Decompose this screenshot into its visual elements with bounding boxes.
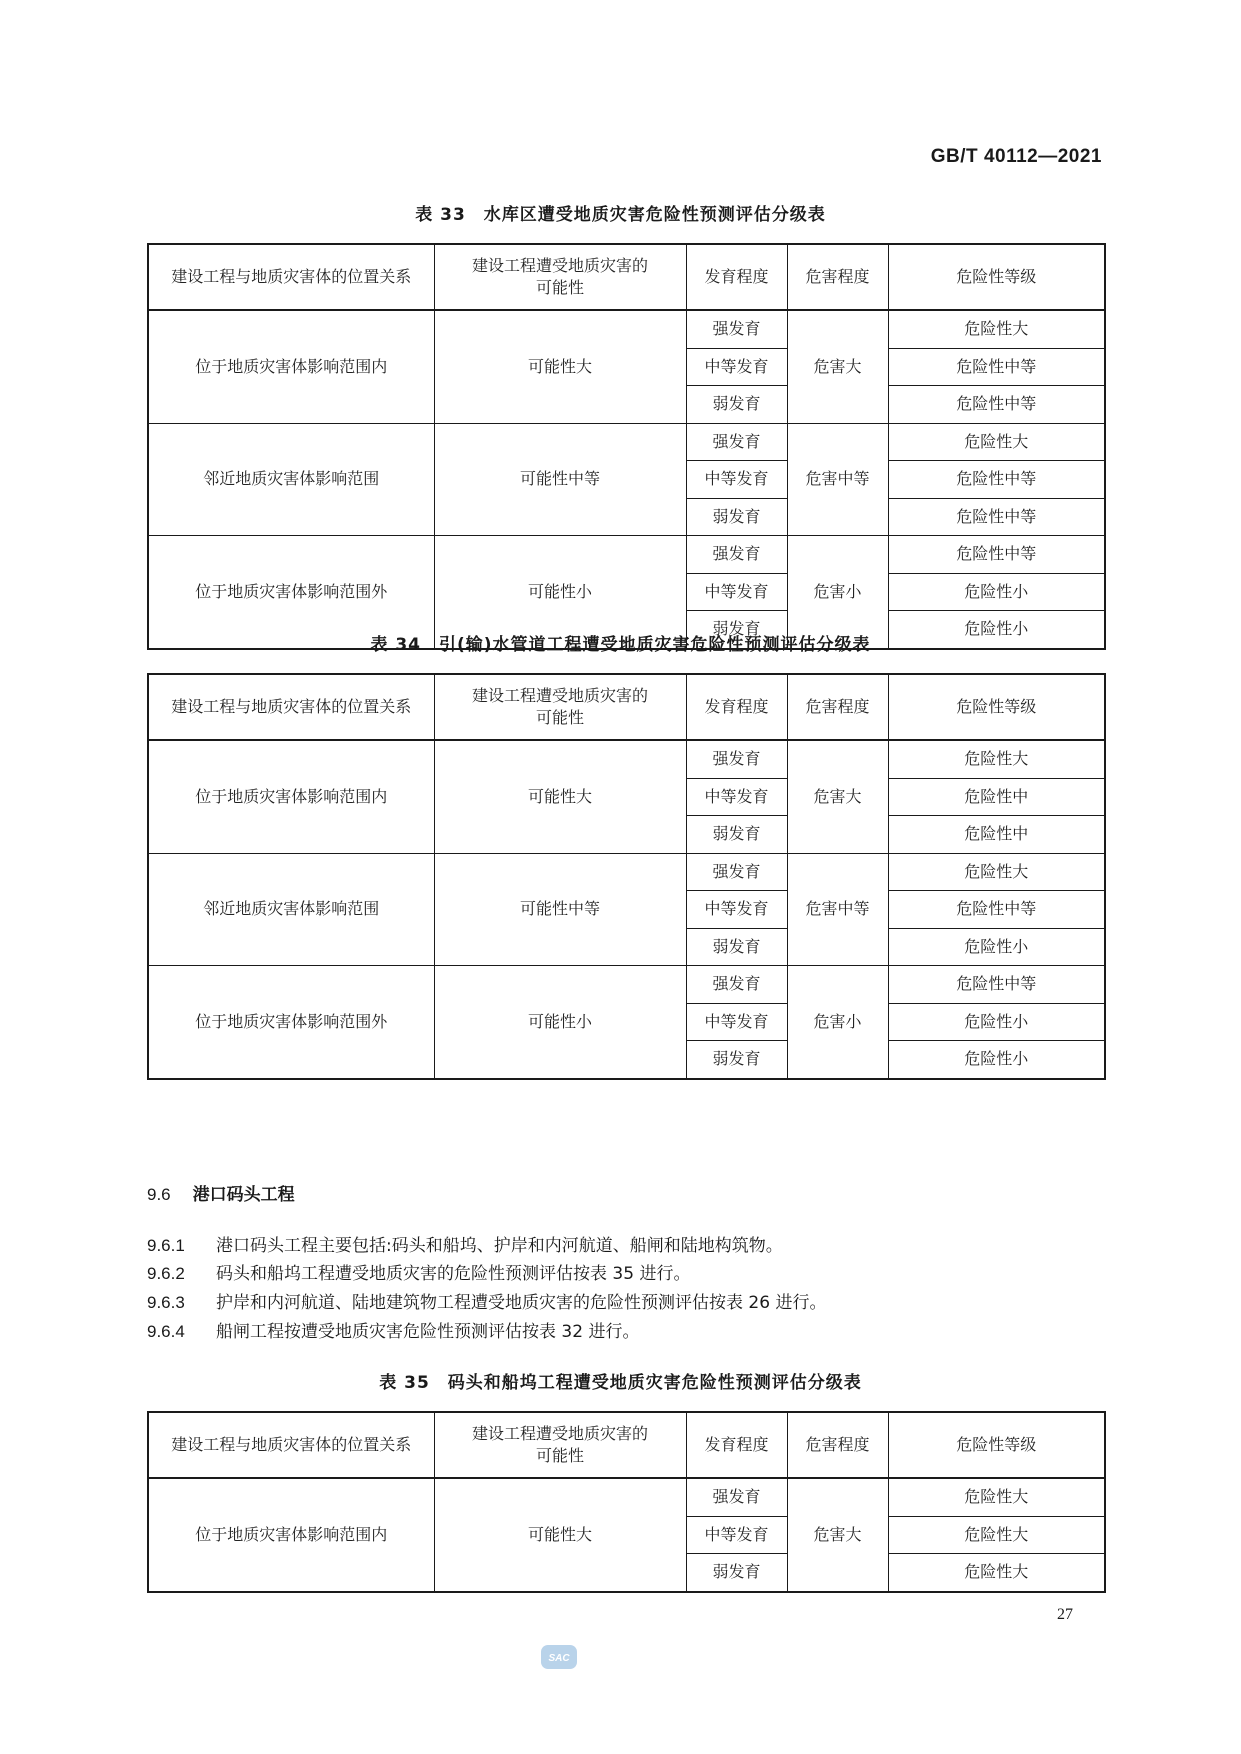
risk-level-cell: 危险性小 [888, 1003, 1105, 1041]
section-title: 港口码头工程 [192, 1185, 295, 1205]
column-header: 建设工程遭受地质灾害的 可能性 [434, 1412, 686, 1478]
harm-cell: 危害大 [787, 310, 888, 423]
harm-cell: 危害大 [787, 740, 888, 853]
development-cell: 中等发育 [686, 461, 787, 499]
paragraph-text: 码头和船坞工程遭受地质灾害的危险性预测评估按表 35 进行。 [216, 1264, 691, 1284]
column-header: 危险性等级 [888, 674, 1105, 740]
paragraph-text: 船闸工程按遭受地质灾害危险性预测评估按表 32 进行。 [216, 1322, 640, 1342]
risk-level-cell: 危险性大 [888, 853, 1105, 891]
risk-level-cell: 危险性中 [888, 778, 1105, 816]
position-cell: 位于地质灾害体影响范围外 [148, 536, 434, 649]
column-header: 建设工程遭受地质灾害的 可能性 [434, 674, 686, 740]
risk-level-cell: 危险性小 [888, 573, 1105, 611]
risk-level-cell: 危险性中 [888, 816, 1105, 854]
risk-level-cell: 危险性小 [888, 1041, 1105, 1079]
table-row [148, 740, 1105, 778]
position-cell: 位于地质灾害体影响范围内 [148, 310, 434, 423]
risk-level-cell: 危险性大 [888, 423, 1105, 461]
development-cell: 中等发育 [686, 1516, 787, 1554]
development-cell: 弱发育 [686, 498, 787, 536]
development-cell: 强发育 [686, 310, 787, 348]
risk-level-cell: 危险性中等 [888, 348, 1105, 386]
possibility-cell: 可能性大 [434, 310, 686, 423]
possibility-cell: 可能性小 [434, 536, 686, 649]
table-34 [147, 673, 1106, 1080]
column-header: 危害程度 [787, 244, 888, 310]
column-header: 发育程度 [686, 1412, 787, 1478]
table-row [148, 853, 1105, 891]
development-cell: 弱发育 [686, 386, 787, 424]
development-cell: 中等发育 [686, 778, 787, 816]
column-header: 危险性等级 [888, 244, 1105, 310]
risk-level-cell: 危险性大 [888, 1516, 1105, 1554]
development-cell: 弱发育 [686, 816, 787, 854]
section-number: 9.6 [147, 1185, 171, 1204]
column-header: 危害程度 [787, 674, 888, 740]
risk-level-cell: 危险性中等 [888, 498, 1105, 536]
possibility-cell: 可能性小 [434, 966, 686, 1079]
standard-code: GB/T 40112—2021 [930, 146, 1102, 167]
paragraph-number: 9.6.4 [147, 1322, 185, 1341]
possibility-cell: 可能性大 [434, 740, 686, 853]
risk-level-cell: 危险性大 [888, 740, 1105, 778]
risk-level-cell: 危险性大 [888, 1554, 1105, 1592]
table-row [148, 536, 1105, 574]
development-cell: 强发育 [686, 423, 787, 461]
risk-level-cell: 危险性中等 [888, 891, 1105, 929]
section-heading [147, 1180, 295, 1205]
position-cell: 邻近地质灾害体影响范围 [148, 853, 434, 966]
development-cell: 强发育 [686, 1478, 787, 1516]
risk-level-cell: 危险性中等 [888, 461, 1105, 499]
paragraph-text: 港口码头工程主要包括:码头和船坞、护岸和内河航道、船闸和陆地构筑物。 [216, 1236, 783, 1256]
possibility-cell: 可能性中等 [434, 423, 686, 536]
table-row [148, 423, 1105, 461]
risk-level-cell: 危险性小 [888, 928, 1105, 966]
development-cell: 强发育 [686, 536, 787, 574]
development-cell: 强发育 [686, 966, 787, 1004]
table-34-caption: 表 34 引(输)水管道工程遭受地质灾害危险性预测评估分级表 [370, 635, 871, 655]
page-number: 27 [1057, 1606, 1073, 1623]
sac-logo-text: SAC [548, 1653, 570, 1664]
possibility-cell: 可能性中等 [434, 853, 686, 966]
development-cell: 强发育 [686, 740, 787, 778]
column-header: 危险性等级 [888, 1412, 1105, 1478]
possibility-cell: 可能性大 [434, 1478, 686, 1592]
development-cell: 弱发育 [686, 1554, 787, 1592]
development-cell: 中等发育 [686, 348, 787, 386]
table-33 [147, 243, 1106, 650]
paragraph [147, 1231, 783, 1256]
development-cell: 弱发育 [686, 1041, 787, 1079]
harm-cell: 危害中等 [787, 853, 888, 966]
sac-logo-icon [540, 1644, 578, 1670]
table-header-row [148, 674, 1105, 740]
position-cell: 位于地质灾害体影响范围外 [148, 966, 434, 1079]
column-header: 建设工程与地质灾害体的位置关系 [148, 1412, 434, 1478]
development-cell: 中等发育 [686, 891, 787, 929]
risk-level-cell: 危险性中等 [888, 386, 1105, 424]
table-row [148, 966, 1105, 1004]
position-cell: 位于地质灾害体影响范围内 [148, 1478, 434, 1592]
risk-level-cell: 危险性中等 [888, 536, 1105, 574]
risk-level-cell: 危险性小 [888, 611, 1105, 649]
paragraph-number: 9.6.2 [147, 1264, 185, 1283]
column-header: 建设工程遭受地质灾害的 可能性 [434, 244, 686, 310]
column-header: 危害程度 [787, 1412, 888, 1478]
paragraph-text: 护岸和内河航道、陆地建筑物工程遭受地质灾害的危险性预测评估按表 26 进行。 [216, 1293, 827, 1313]
risk-level-cell: 危险性大 [888, 310, 1105, 348]
table-row [148, 310, 1105, 348]
risk-level-cell: 危险性大 [888, 1478, 1105, 1516]
development-cell: 弱发育 [686, 928, 787, 966]
table-header-row [148, 244, 1105, 310]
column-header: 发育程度 [686, 674, 787, 740]
paragraph [147, 1259, 690, 1284]
harm-cell: 危害小 [787, 966, 888, 1079]
risk-level-cell: 危险性中等 [888, 966, 1105, 1004]
position-cell: 邻近地质灾害体影响范围 [148, 423, 434, 536]
table-35-caption: 表 35 码头和船坞工程遭受地质灾害危险性预测评估分级表 [379, 1373, 862, 1393]
development-cell: 中等发育 [686, 573, 787, 611]
harm-cell: 危害中等 [787, 423, 888, 536]
development-cell: 中等发育 [686, 1003, 787, 1041]
development-cell: 强发育 [686, 853, 787, 891]
table-header-row [148, 1412, 1105, 1478]
table-row [148, 1478, 1105, 1516]
harm-cell: 危害大 [787, 1478, 888, 1592]
paragraph-number: 9.6.3 [147, 1293, 185, 1312]
column-header: 建设工程与地质灾害体的位置关系 [148, 674, 434, 740]
paragraph-number: 9.6.1 [147, 1236, 185, 1255]
column-header: 发育程度 [686, 244, 787, 310]
development-cell: 弱发育 [686, 611, 787, 649]
table-33-caption: 表 33 水库区遭受地质灾害危险性预测评估分级表 [415, 205, 826, 225]
position-cell: 位于地质灾害体影响范围内 [148, 740, 434, 853]
paragraph [147, 1317, 639, 1342]
column-header: 建设工程与地质灾害体的位置关系 [148, 244, 434, 310]
paragraph [147, 1288, 826, 1313]
harm-cell: 危害小 [787, 536, 888, 649]
table-35 [147, 1411, 1106, 1593]
